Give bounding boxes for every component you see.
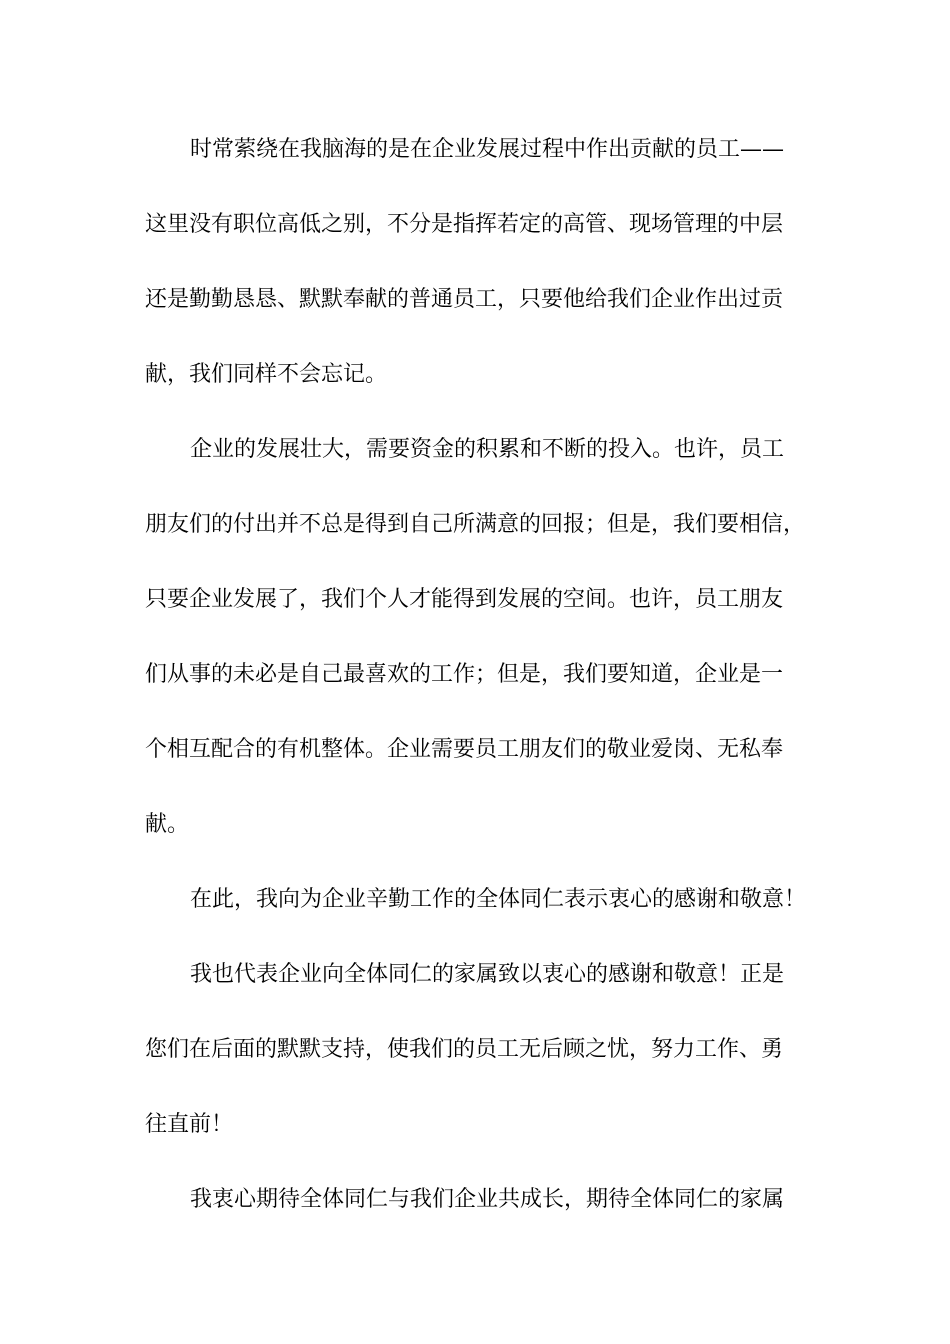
paragraph-line: 只要企业发展了，我们个人才能得到发展的空间。也许，员工朋友 [145, 587, 784, 612]
paragraph-line: 们从事的未必是自己最喜欢的工作；但是，我们要知道，企业是一 [145, 662, 784, 687]
paragraph-2 [145, 428, 835, 878]
paragraph-4 [145, 953, 835, 1178]
paragraph-line: 企业的发展壮大，需要资金的积累和不断的投入。也许，员工 [190, 437, 785, 462]
paragraph-line: 个相互配合的有机整体。企业需要员工朋友们的敬业爱岗、无私奉 [145, 737, 784, 762]
paragraph-3 [145, 878, 835, 953]
document-body [145, 128, 835, 1253]
paragraph-line: 我衷心期待全体同仁与我们企业共成长，期待全体同仁的家属 [190, 1187, 785, 1212]
paragraph-line: 献。 [145, 812, 190, 837]
paragraph-line: 在此，我向为企业辛勤工作的全体同仁表示衷心的感谢和敬意！ [190, 887, 807, 912]
paragraph-line: 朋友们的付出并不总是得到自己所满意的回报；但是，我们要相信， [145, 512, 806, 537]
paragraph-5 [145, 1178, 835, 1253]
paragraph-line: 您们在后面的默默支持，使我们的员工无后顾之忧，努力工作、勇 [145, 1037, 784, 1062]
paragraph-line: 时常萦绕在我脑海的是在企业发展过程中作出贡献的员工—— [190, 137, 785, 162]
paragraph-line: 还是勤勤恳恳、默默奉献的普通员工，只要他给我们企业作出过贡 [145, 287, 784, 312]
paragraph-line: 我也代表企业向全体同仁的家属致以衷心的感谢和敬意！正是 [190, 962, 785, 987]
paragraph-line: 献，我们同样不会忘记。 [145, 362, 388, 387]
paragraph-line: 往直前！ [145, 1112, 234, 1137]
paragraph-line: 这里没有职位高低之别，不分是指挥若定的高管、现场管理的中层 [145, 212, 784, 237]
paragraph-1 [145, 128, 835, 428]
